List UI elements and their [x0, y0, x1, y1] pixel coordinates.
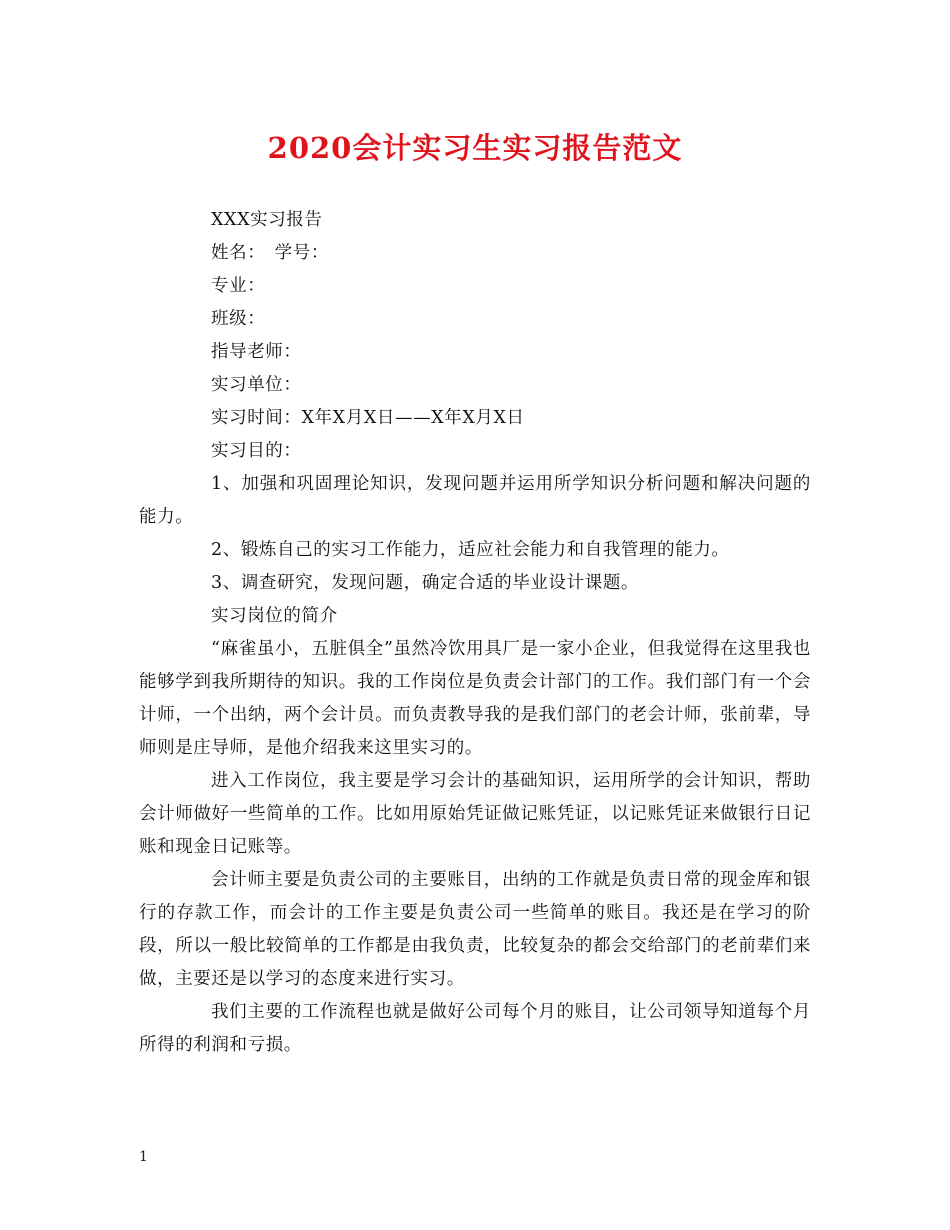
report-heading: XXX实习报告	[211, 210, 323, 230]
page-number: 1	[139, 1149, 148, 1165]
purpose-item: 1、加强和巩固理论知识，发现问题并运用所学知识分析问题和解决问题的能力。	[139, 474, 811, 527]
body-paragraph: 我们主要的工作流程也就是做好公司每个月的账目，让公司领导知道每个月所得的利润和亏损。	[139, 1002, 811, 1055]
body-paragraph: 会计师主要是负责公司的主要账目，出纳的工作就是负责日常的现金库和银行的存款工作，而会计的工作主要是负责公司一些简单的账目。我还是在学习的阶段，所以一般比较简单的工作都是由我负责，比较复杂的都会交给部门的老前辈们来做，主要还是以学习的态度来进行实习。	[139, 870, 811, 989]
body-paragraph: 进入工作岗位，我主要是学习会计的基础知识，运用所学的会计知识，帮助会计师做好一些简单的工作。比如用原始凭证做记账凭证，以记账凭证来做银行日记账和现金日记账等。	[139, 771, 811, 857]
internship-unit-line: 实习单位：	[211, 375, 302, 395]
document-body	[139, 204, 811, 1062]
purpose-item: 3、调查研究，发现问题，确定合适的毕业设计课题。	[211, 573, 640, 593]
body-paragraph: “麻雀虽小，五脏俱全”虽然冷饮用具厂是一家小企业，但我觉得在这里我也能够学到我所期待的知识。我的工作岗位是负责会计部门的工作。我们部门有一个会计师，一个出纳，两个会计员。而负责教导我的是我们部门的老会计师，张前辈，导师则是庄导师，是他介绍我来这里实习的。	[139, 639, 811, 758]
name-student-id-line: 姓名： 学号：	[211, 243, 329, 263]
class-line: 班级：	[211, 309, 266, 329]
internship-purpose-label: 实习目的：	[211, 441, 302, 461]
purpose-item: 2、锻炼自己的实习工作能力，适应社会能力和自我管理的能力。	[211, 540, 730, 560]
internship-time-line: 实习时间：X年X月X日——X年X月X日	[211, 408, 525, 428]
advisor-line: 指导老师：	[211, 342, 302, 362]
document-title: 2020会计实习生实习报告范文	[267, 131, 683, 165]
major-line: 专业：	[211, 276, 266, 296]
section-heading: 实习岗位的简介	[211, 606, 338, 626]
